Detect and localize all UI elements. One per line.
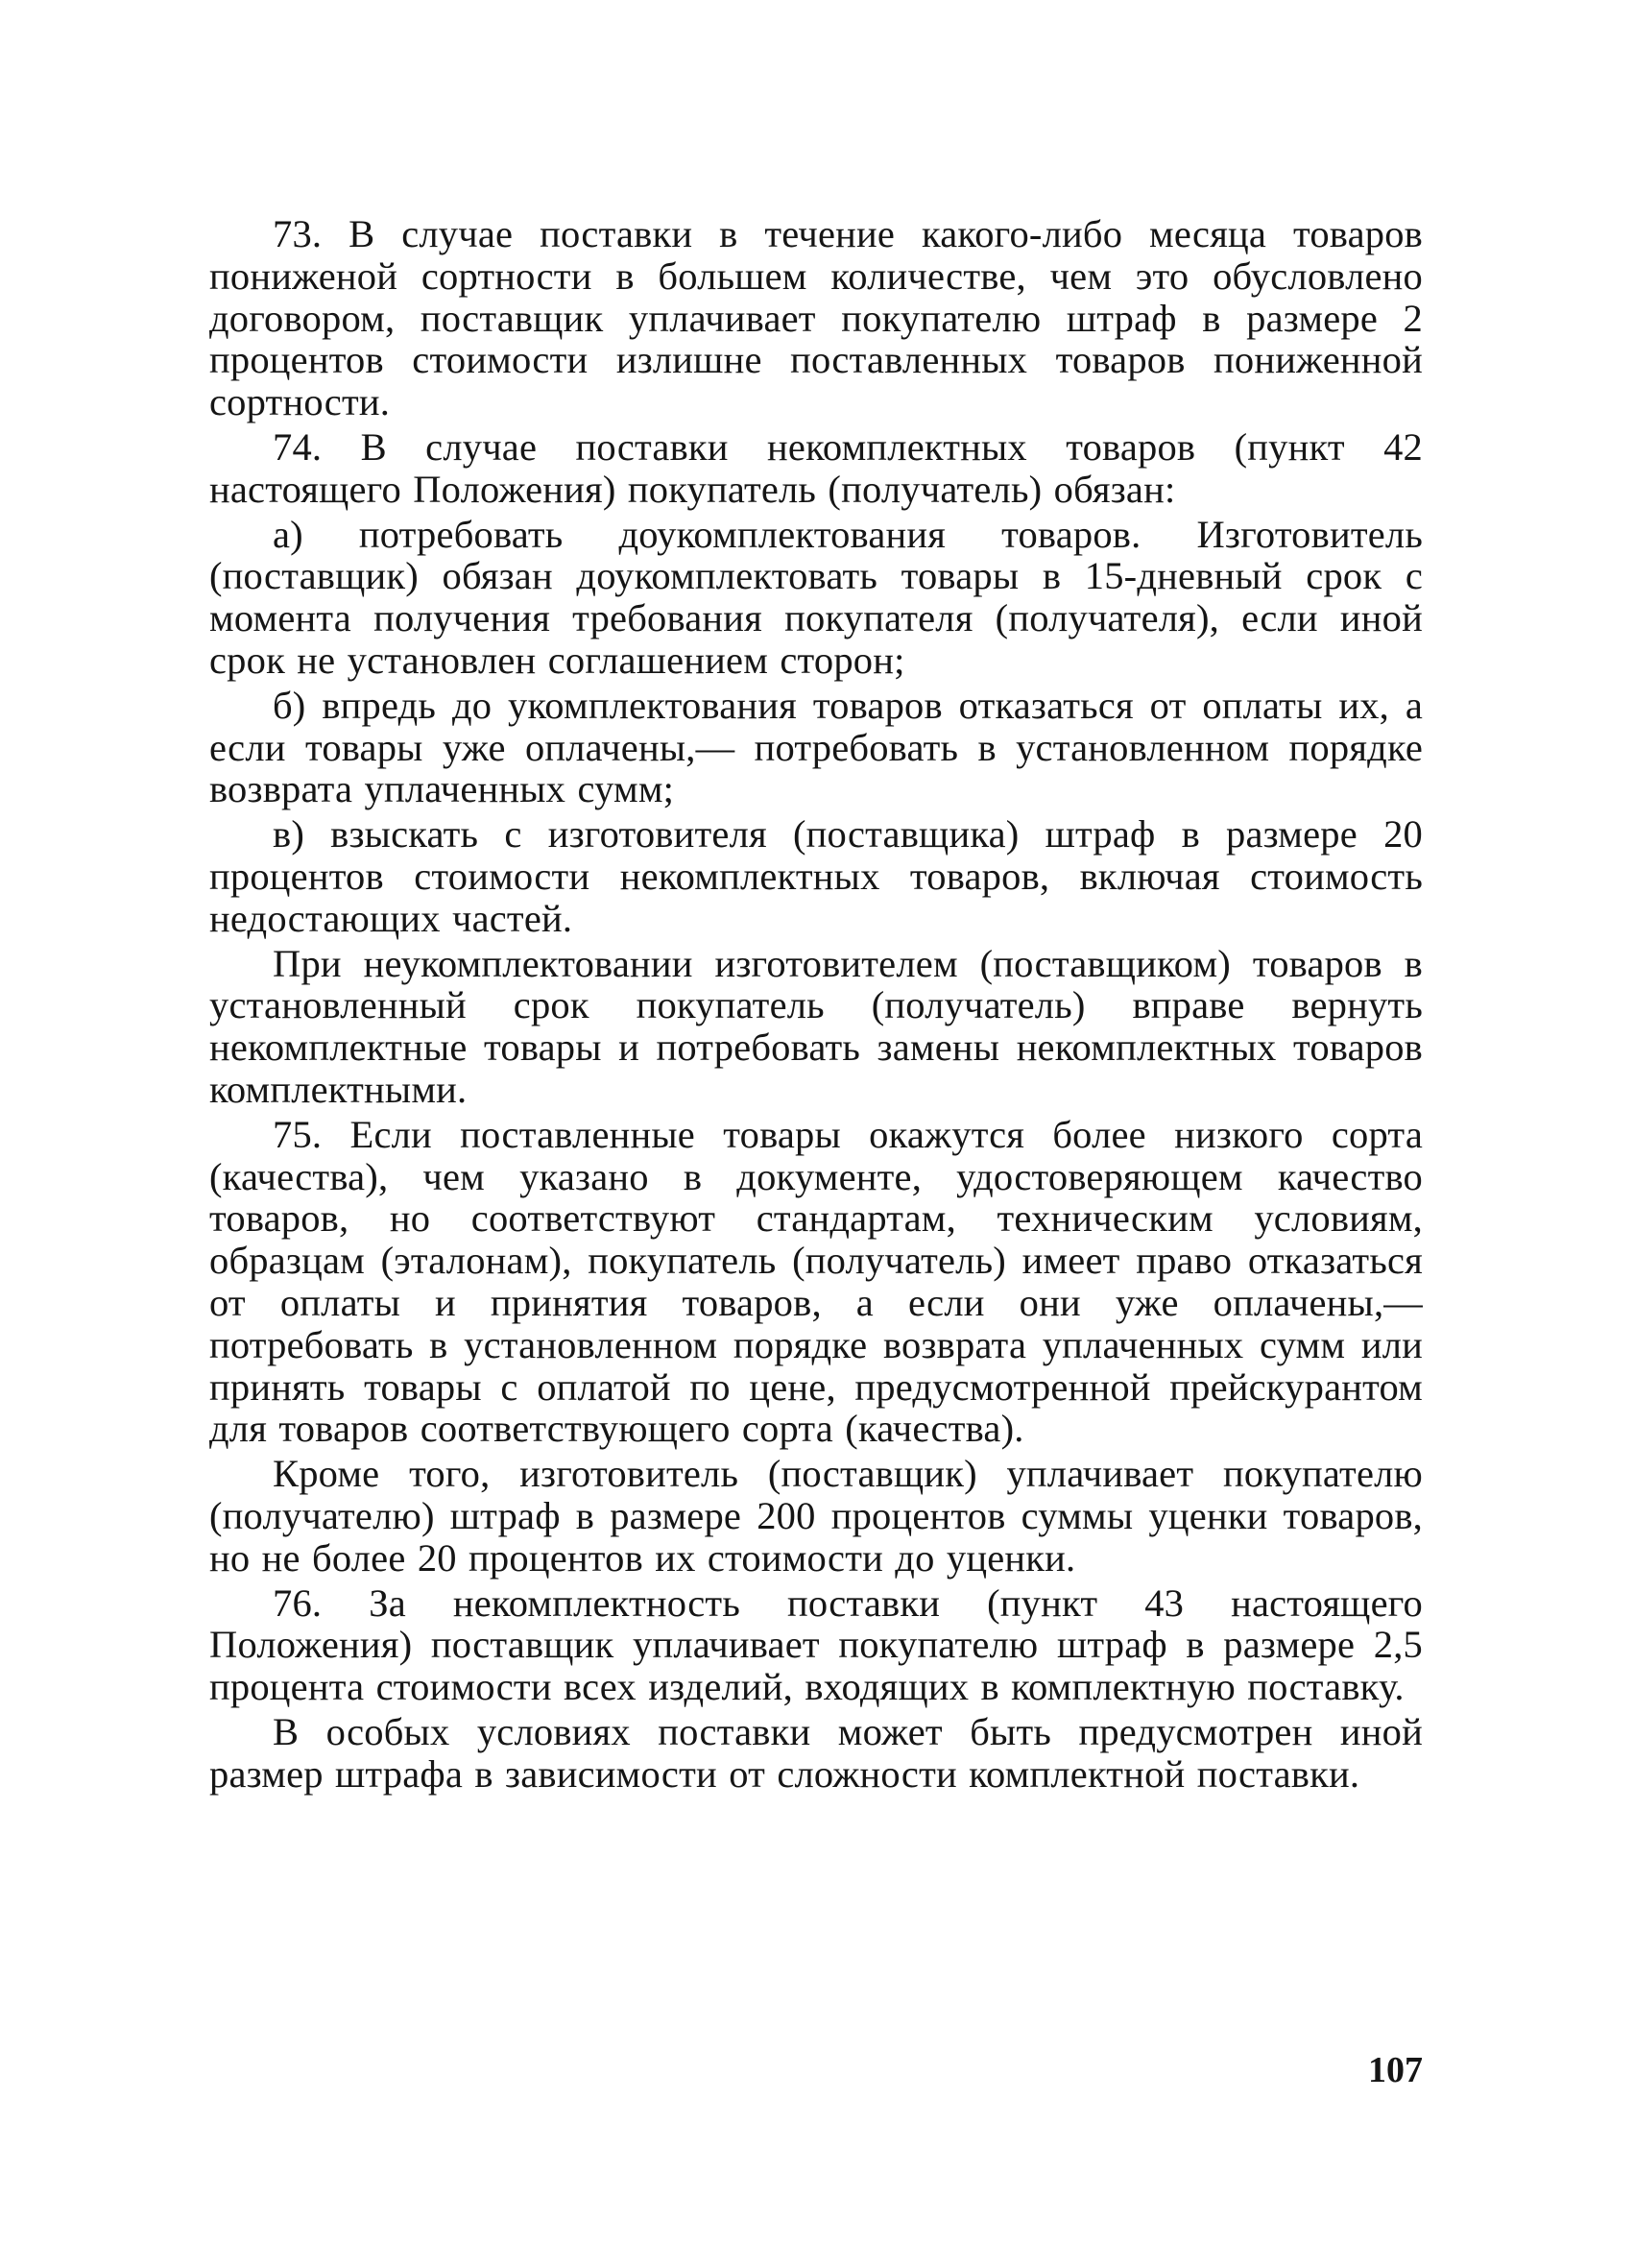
- paragraph-76: 76. За некомплектность поставки (пункт 43 настоящего Положения) поставщик уплачивает покупателю штраф в размере 2,5 процента стоимости всех изделий, входящих в комплектную поставку.: [209, 1580, 1423, 1709]
- paragraph-74-note: При неукомплектовании изготовителем (поставщиком) товаров в установленный срок покупатель (получатель) вправе вернуть некомплектные товары и потребовать замены некомплектных товаров комплектными.: [209, 941, 1423, 1111]
- body-text: [209, 213, 1423, 1798]
- paragraph-74: 74. В случае поставки некомплектных товаров (пункт 42 настоящего Положения) покупатель (получатель) обязан:: [209, 424, 1423, 511]
- paragraph-74-item-v: в) взыскать с изготовителя (поставщика) штраф в размере 20 процентов стоимости некомплектных товаров, включая стоимость недостающих частей.: [209, 812, 1423, 940]
- paragraph-74-item-b: б) впредь до укомплектования товаров отказаться от оплаты их, а если товары уже оплачены,— потребовать в установленном порядке возврата уплаченных сумм;: [209, 683, 1423, 811]
- paragraph-74-item-a: а) потребовать доукомплектования товаров. Изготовитель (поставщик) обязан доукомплектовать товары в 15-дневный срок с момента получения требования покупателя (получателя), если иной срок не установлен соглашением сторон;: [209, 512, 1423, 682]
- paragraph-75-note: Кроме того, изготовитель (поставщик) уплачивает покупателю (получателю) штраф в размере 200 процентов суммы уценки товаров, но не более 20 процентов их стоимости до уценки.: [209, 1452, 1423, 1580]
- paragraph-75: 75. Если поставленные товары окажутся более низкого сорта (качества), чем указано в документе, удостоверяющем качество товаров, но соответствуют стандартам, техническим условиям, образцам (эталонам), покупатель (получатель) имеет право отказаться от оплаты и принятия товаров, а если они уже оплачены,— потребовать в установленном порядке возврата уплаченных сумм или принять товары с оплатой по цене, предусмотренной прейскурантом для товаров соответствующего сорта (качества).: [209, 1112, 1423, 1451]
- page-number: 107: [1368, 2050, 1423, 2090]
- paragraph-73: 73. В случае поставки в течение какого-либо месяца товаров пониженой сортности в большем количестве, чем это обусловлено договором, поставщик уплачивает покупателю штраф в размере 2 процентов стоимости излишне поставленных товаров пониженной сортности.: [209, 212, 1423, 424]
- paragraph-76-note: В особых условиях поставки может быть предусмотрен иной размер штрафа в зависимости от сложности комплектной поставки.: [209, 1709, 1423, 1796]
